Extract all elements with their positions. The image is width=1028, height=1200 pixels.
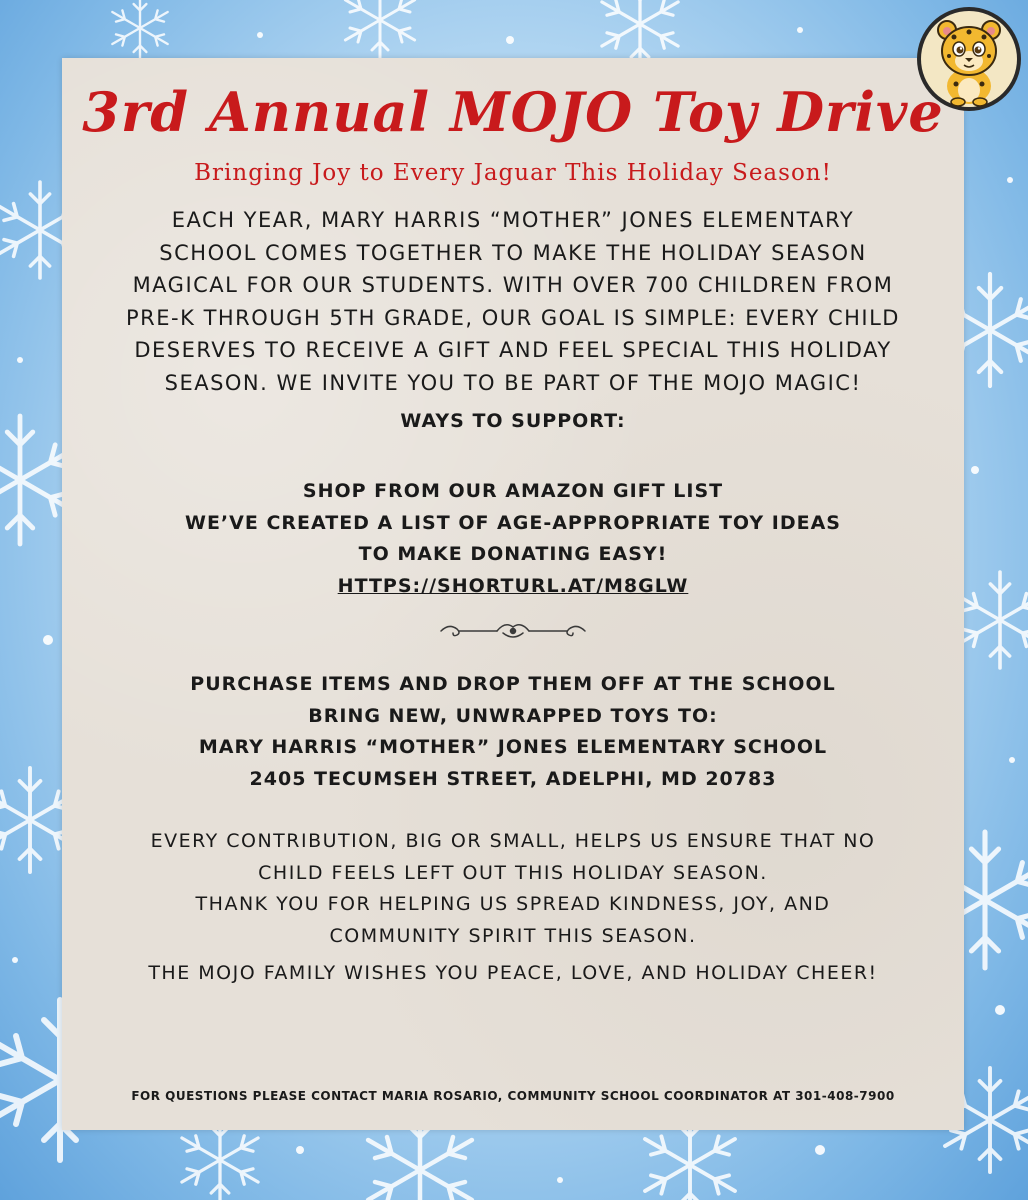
page-title: 3rd Annual MOJO Toy Drive bbox=[82, 80, 944, 144]
amazon-line: WE’VE CREATED A LIST OF AGE-APPROPRIATE TOY IDEAS bbox=[185, 511, 841, 534]
amazon-line: TO MAKE DONATING EASY! bbox=[358, 543, 668, 565]
intro-line: SEASON. WE INVITE YOU TO BE PART OF THE MOJO MAGIC! bbox=[164, 370, 862, 395]
intro-line: SCHOOL COMES TOGETHER TO MAKE THE HOLIDAY SEASON bbox=[159, 240, 867, 265]
amazon-section bbox=[62, 476, 964, 602]
closing-line: COMMUNITY SPIRIT THIS SEASON. bbox=[329, 924, 697, 947]
page-subtitle: Bringing Joy to Every Jaguar This Holiday Season! bbox=[194, 160, 832, 186]
contact-info: FOR QUESTIONS PLEASE CONTACT MARIA ROSARIO, COMMUNITY SCHOOL COORDINATOR AT 301-408-7900 bbox=[131, 1089, 895, 1103]
closing-paragraph bbox=[62, 826, 964, 952]
school-address: 2405 TECUMSEH STREET, ADELPHI, MD 20783 bbox=[249, 767, 777, 790]
closing-line: EVERY CONTRIBUTION, BIG OR SMALL, HELPS US ENSURE THAT NO bbox=[150, 830, 876, 852]
intro-line: MAGICAL FOR OUR STUDENTS. WITH OVER 700 CHILDREN FROM bbox=[132, 273, 894, 297]
intro-paragraph bbox=[62, 204, 964, 399]
holiday-wishes: THE MOJO FAMILY WISHES YOU PEACE, LOVE, AND HOLIDAY CHEER! bbox=[148, 962, 878, 984]
dropoff-section bbox=[62, 669, 964, 795]
dropoff-heading: PURCHASE ITEMS AND DROP THEM OFF AT THE SCHOOL bbox=[190, 673, 836, 695]
flourish-divider-icon bbox=[437, 617, 589, 645]
intro-line: EACH YEAR, MARY HARRIS “MOTHER” JONES ELEMENTARY bbox=[171, 208, 855, 232]
closing-line: THANK YOU FOR HELPING US SPREAD KINDNESS, JOY, AND bbox=[195, 893, 831, 915]
ways-heading: WAYS TO SUPPORT: bbox=[400, 410, 626, 432]
amazon-list-link[interactable]: HTTPS://SHORTURL.AT/M8GLW bbox=[337, 574, 689, 597]
intro-line: PRE-K THROUGH 5TH GRADE, OUR GOAL IS SIMPLE: EVERY CHILD bbox=[126, 305, 900, 330]
intro-line: DESERVES TO RECEIVE A GIFT AND FEEL SPECIAL THIS HOLIDAY bbox=[134, 338, 892, 362]
school-name: MARY HARRIS “MOTHER” JONES ELEMENTARY SCHOOL bbox=[198, 736, 828, 758]
amazon-heading: SHOP FROM OUR AMAZON GIFT LIST bbox=[302, 480, 724, 502]
closing-line: CHILD FEELS LEFT OUT THIS HOLIDAY SEASON. bbox=[258, 861, 768, 884]
dropoff-line: BRING NEW, UNWRAPPED TOYS TO: bbox=[308, 704, 718, 727]
